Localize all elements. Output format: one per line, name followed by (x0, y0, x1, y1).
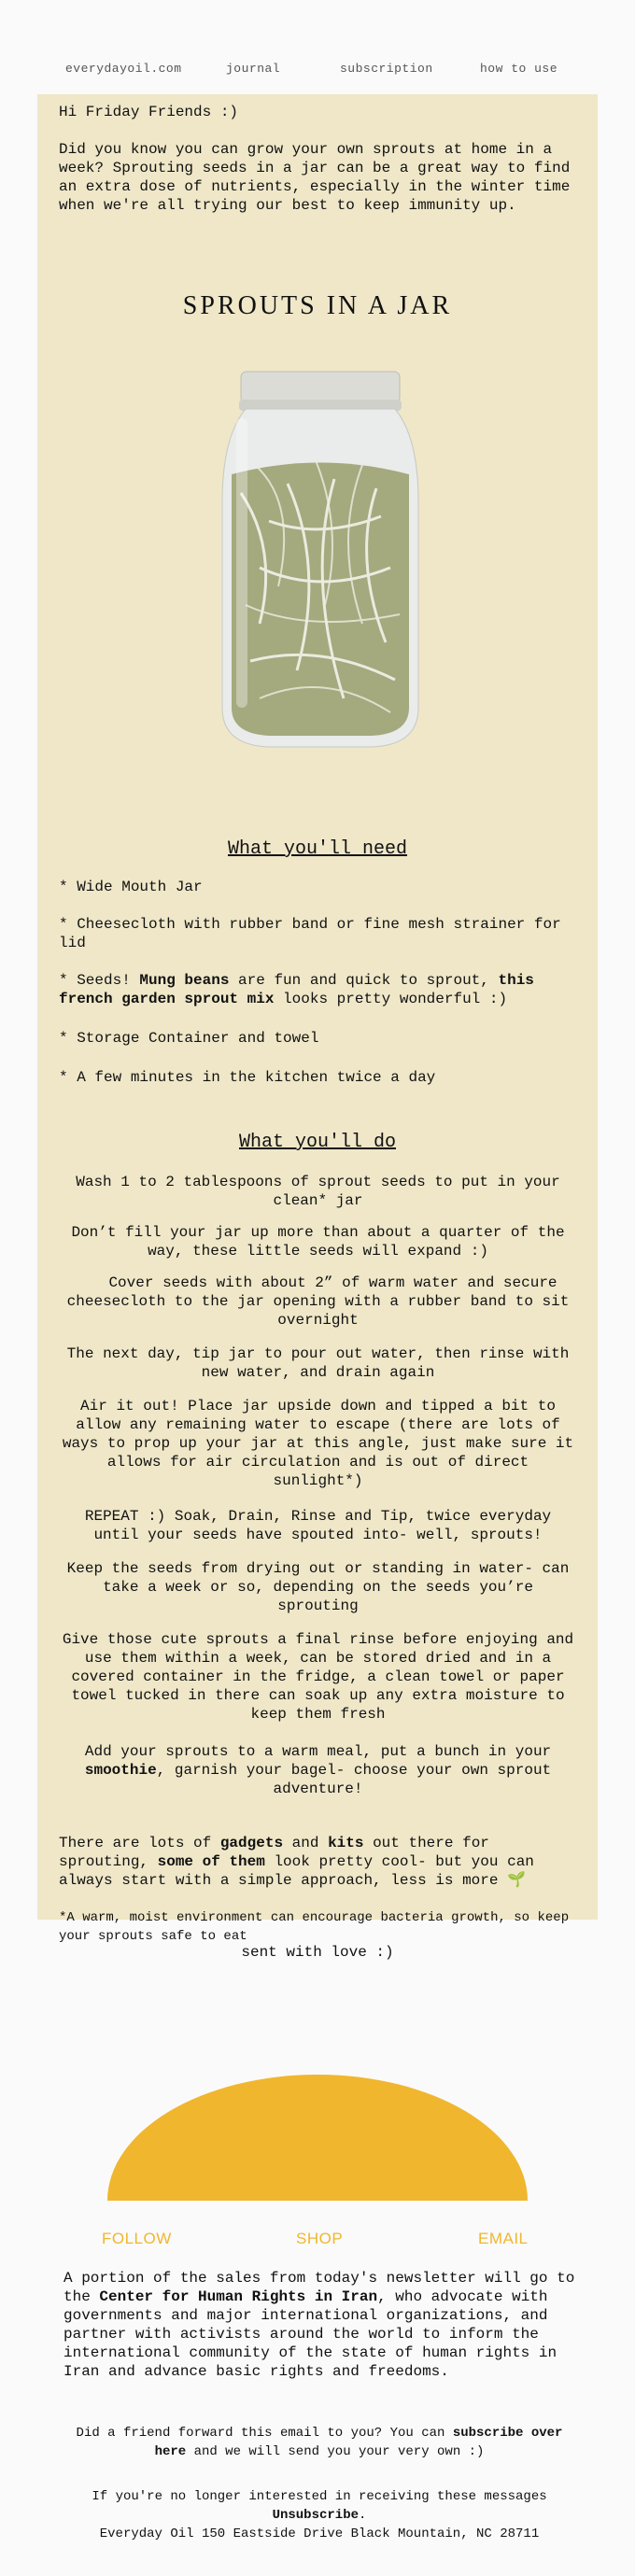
step-1: Wash 1 to 2 tablespoons of sprout seeds to put in your clean* jar (76, 1174, 560, 1209)
greeting: Hi Friday Friends :) (59, 104, 239, 120)
need-item-minutes: * A few minutes in the kitchen twice a day (59, 1069, 436, 1086)
forward-paragraph: Did a friend forward this email to you? You can subscribe over here and we will send you your very own :) (76, 2426, 563, 2459)
need-item-seeds: * Seeds! Mung beans are fun and quick to sprout, this french garden sprout mix looks pretty wonderful :) (59, 972, 534, 1007)
need-item-jar: * Wide Mouth Jar (59, 879, 203, 895)
nav-subscription[interactable]: subscription (340, 62, 433, 76)
footnote: *A warm, moist environment can encourage bacteria growth, so keep your sprouts safe to eat (59, 1910, 570, 1944)
need-item-cheesecloth: * Cheesecloth with rubber band or fine mesh strainer for lid (59, 916, 561, 951)
subscribe-link[interactable]: subscribe over here (154, 2426, 563, 2459)
need-item-storage: * Storage Container and towel (59, 1030, 319, 1047)
step-2: Don’t fill your jar up more than about a quarter of the way, these little seeds will expand :) (71, 1224, 565, 1260)
gadgets-link[interactable]: gadgets (219, 1835, 284, 1851)
nav-how-to-use[interactable]: how to use (480, 62, 558, 76)
kits-link[interactable]: kits (328, 1835, 364, 1851)
intro-paragraph: Did you know you can grow your own sprouts at home in a week? Sprouting seeds in a jar can be a great way to find an extra dose of nutrients, especially in the winter time when we're all trying our best to keep immunity up. (59, 141, 571, 214)
donation-paragraph: A portion of the sales from today's newsletter will go to the Center for Human Rights in Iran, who advocate with governments and major international organizations, and partner with activists around the world to inform the international community of the state of human rights in Iran and advance basic rights and freedoms. (64, 2270, 575, 2380)
step-5: Air it out! Place jar upside down and tipped a bit to allow any remaining water to escape (there are lots of ways to prop up your jar at this angle, just make sure it allows for air circulation and is out of direct sunlight*) (62, 1398, 574, 1489)
page-title: SPROUTS IN A JAR (182, 291, 453, 320)
mailing-address: Everyday Oil 150 Eastside Drive Black Mountain, NC 28711 (99, 2527, 540, 2541)
step-7: Keep the seeds from drying out or standing in water- can take a week or so, depending on the seeds you’re sprouting (66, 1560, 570, 1614)
do-heading: What you'll do (238, 1132, 397, 1153)
email-link[interactable]: EMAIL (478, 2230, 529, 2247)
follow-link[interactable]: FOLLOW (102, 2230, 172, 2247)
step-8: Give those cute sprouts a final rinse before enjoying and use them within a week, can be stored dried and in a covered container in the fridge, a clean towel or paper towel tucked in there can soak up any extra moisture to keep them fresh (62, 1631, 574, 1723)
chri-link[interactable]: Center for Human Rights in Iran (99, 2288, 378, 2305)
signoff: sent with love :) (241, 1944, 394, 1961)
sprout-jar-image (204, 362, 437, 754)
some-of-them-link[interactable]: some of them (157, 1853, 265, 1870)
smoothie-link[interactable]: smoothie (84, 1762, 157, 1779)
unsubscribe-link[interactable]: Unsubscribe (272, 2508, 359, 2523)
step-6: REPEAT :) Soak, Drain, Rinse and Tip, twice everyday until your seeds have spouted into- well, sprouts! (84, 1508, 552, 1543)
need-heading: What you'll need (227, 838, 408, 860)
top-nav (0, 62, 635, 82)
closing-paragraph: There are lots of gadgets and kits out there for sprouting, some of them look pretty cool- but you can always start with a simple approach, less is more 🌱 (59, 1835, 534, 1889)
sprout-mix-link[interactable]: this french garden sprout mix (59, 972, 534, 1007)
sun-graphic (107, 2075, 528, 2201)
mung-beans-link[interactable]: Mung beans (139, 972, 230, 989)
nav-journal[interactable]: journal (226, 62, 281, 76)
step-9: Add your sprouts to a warm meal, put a bunch in your smoothie, garnish your bagel- choose your own sprout adventure! (84, 1743, 552, 1797)
step-3: Cover seeds with about 2” of warm water and secure cheesecloth to the jar opening with a rubber band to sit overnight (66, 1274, 570, 1329)
step-4: The next day, tip jar to pour out water, then rinse with new water, and drain again (66, 1345, 570, 1381)
nav-everydayoil[interactable]: everydayoil.com (65, 62, 182, 76)
unsubscribe-paragraph: If you're no longer interested in receiving these messages Unsubscribe. (92, 2489, 547, 2523)
shop-link[interactable]: SHOP (296, 2230, 344, 2247)
